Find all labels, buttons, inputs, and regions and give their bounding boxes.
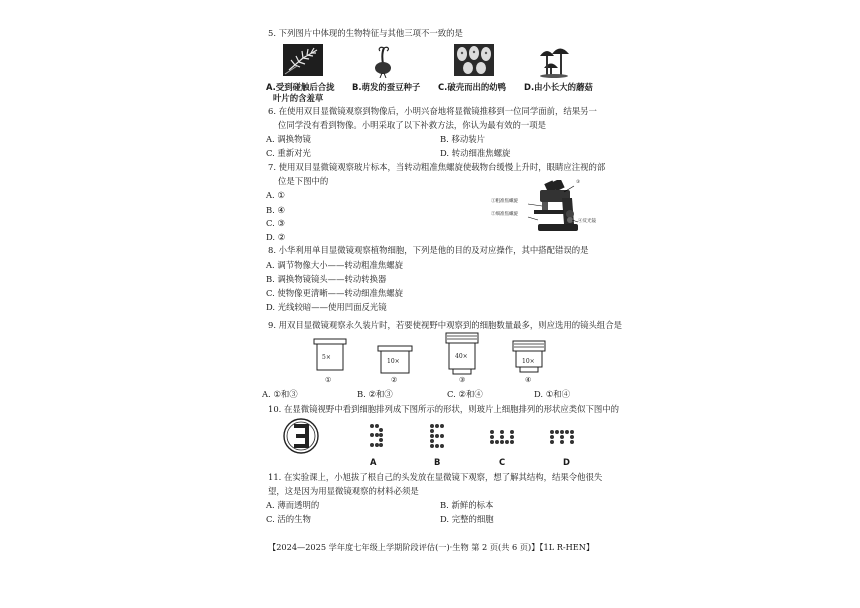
q9-option-a: A. ①和③: [262, 389, 298, 399]
q5-option-a-line1: A.受到碰触后合拢: [266, 82, 335, 92]
q11-option-b: B. 新鲜的标本: [440, 500, 494, 510]
q6-stem-line1: 6. 在使用双目显微镜观察到物像后，小明兴奋地将显微镜推移到一位同学面前，结果另一: [268, 106, 597, 116]
q7-fig-label-2: ②细准焦螺旋: [491, 212, 518, 217]
q5-option-d: D.由小长大的蘑菇: [524, 82, 593, 92]
lens-4-mag: 10×: [522, 358, 535, 365]
q10-cell-arrangement-figure: [280, 416, 580, 460]
q7-stem-line2: 位是下图中的: [278, 176, 329, 186]
q8-option-b: B. 调换物镜镜头——转动转换器: [266, 274, 387, 284]
q10-label-a: A: [370, 457, 377, 467]
duckling-photo: [454, 44, 494, 76]
page-footer: 【2024—2025 学年度七年级上学期阶段评估(一)·生物 第 2 页(共 6 页)】【1L R-HEN】: [268, 542, 595, 552]
q11-stem-line2: 望，这是因为用显微镜观察的材料必须是: [268, 486, 419, 496]
q6-stem-line2: 位同学没有看到物像。小明采取了以下补救方法，你认为最有效的一项是: [278, 120, 546, 130]
q11-option-d: D. 完整的细胞: [440, 514, 494, 524]
q7-option-a: A. ①: [266, 190, 285, 200]
q6-option-c: C. 重新对光: [266, 148, 311, 158]
q9-option-b: B. ②和③: [357, 389, 393, 399]
lens-2-num: ②: [391, 376, 398, 384]
q9-stem: 9. 用双目显微镜观察永久装片时，若要使视野中观察到的细胞数量最多，则应选用的镜头组合是: [268, 320, 623, 330]
option-a-dots: [370, 424, 383, 447]
q10-label-d: D: [563, 457, 570, 467]
q6-option-d: D. 转动细准焦螺旋: [440, 148, 511, 158]
q11-stem-line1: 11. 在实验课上，小旭拔了根自己的头发放在显微镜下观察，想了解其结构，结果令他很失: [268, 472, 603, 482]
q10-stem: 10. 在显微镜视野中看到细胞排列成下图所示的形状，则玻片上细胞排列的形状应类似下图中的: [268, 404, 619, 414]
q7-option-d: D. ②: [266, 232, 286, 242]
q8-option-c: C. 使物像更清晰——转动细准焦螺旋: [266, 288, 404, 298]
q11-option-a: A. 薄而透明的: [266, 500, 320, 510]
lens-1-num: ①: [325, 376, 332, 384]
q8-stem: 8. 小华利用单目显微镜观察植物细胞，下列是他的目的及对应操作，其中搭配错误的是: [268, 245, 589, 255]
q10-label-b: B: [434, 457, 441, 467]
q5-stem: 5. 下列图片中体现的生物特征与其他三项不一致的是: [268, 28, 463, 38]
q5-option-a-line2: 叶片的含羞草: [273, 93, 324, 103]
q5-option-c: C.破壳而出的幼鸭: [438, 82, 506, 92]
mimosa-photo: [283, 44, 323, 76]
microscope-figure: [490, 180, 600, 234]
q9-option-c: C. ②和④: [447, 389, 483, 399]
lens-4-num: ④: [525, 376, 532, 384]
q7-option-b: B. ④: [266, 205, 285, 215]
q7-stem-line1: 7. 使用双目显微镜观察玻片标本，当转动粗准焦螺旋使载物台缓慢上升时，眼睛应注视的部: [268, 162, 606, 172]
q11-option-c: C. 活的生物: [266, 514, 311, 524]
mushroom-drawing: [536, 44, 572, 78]
q5-option-b: B.萌发的蚕豆种子: [352, 82, 421, 92]
q6-option-b: B. 移动装片: [440, 134, 485, 144]
q9-option-d: D. ①和④: [534, 389, 570, 399]
q7-fig-label-1: ①粗准焦螺旋: [491, 199, 518, 204]
q8-option-a: A. 调节物像大小——转动粗准焦螺旋: [266, 260, 403, 270]
q7-fig-label-3: ③: [576, 180, 581, 185]
lens-1-mag: 5×: [322, 354, 331, 361]
lens-3-mag: 40×: [455, 353, 468, 360]
q6-option-a: A. 调换物镜: [266, 134, 311, 144]
q10-label-c: C: [499, 457, 506, 467]
lens-3-num: ③: [459, 376, 466, 384]
q8-option-d: D. 光线较暗——使用凹面反光镜: [266, 302, 387, 312]
bean-sprout-drawing: [370, 44, 398, 78]
lens-2-mag: 10×: [387, 358, 400, 365]
q7-fig-label-4: ④反光镜: [578, 219, 596, 224]
q7-option-c: C. ③: [266, 218, 285, 228]
